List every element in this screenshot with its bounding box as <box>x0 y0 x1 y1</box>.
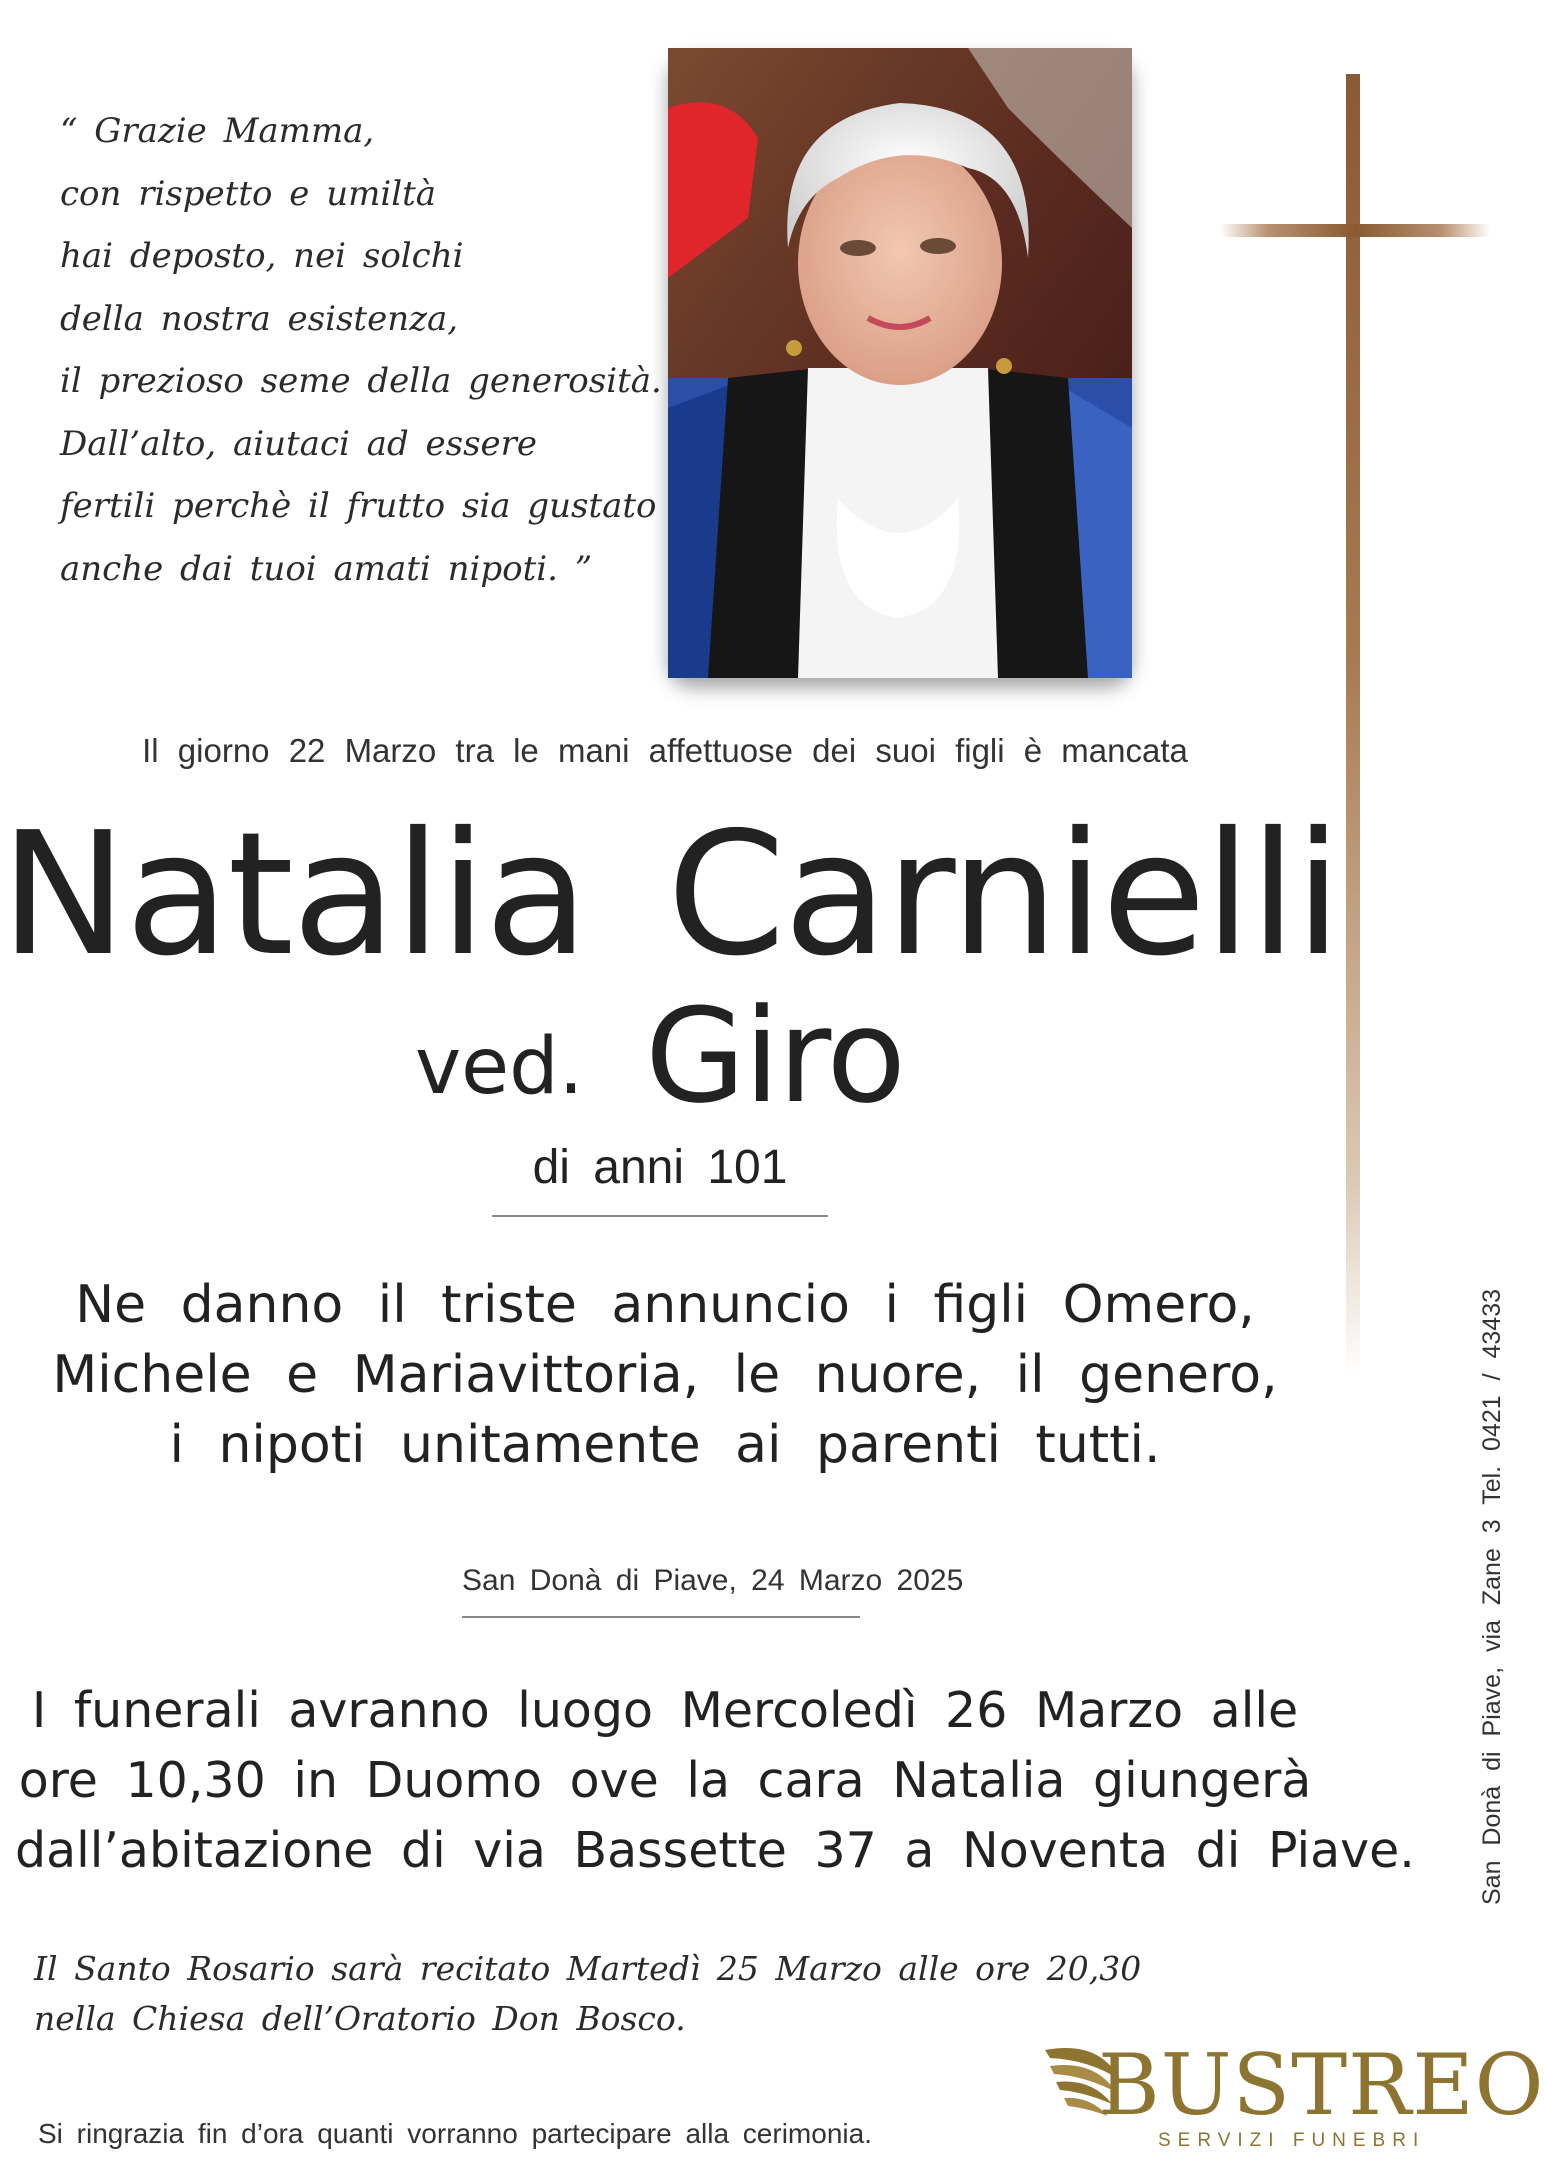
agency-logo-subtitle: SERVIZI FUNEBRI <box>1158 2130 1426 2151</box>
funeral-line: dall’abitazione di via Bassette 37 a Noventa di Piave. <box>15 1822 1415 1879</box>
deceased-name <box>0 796 1340 994</box>
cross-icon <box>1346 74 1360 1374</box>
quote-line: con rispetto e umiltà <box>60 173 437 214</box>
quote-line: il prezioso seme della generosità. <box>60 361 662 401</box>
memorial-quote <box>60 100 662 600</box>
married-name: Giro <box>645 980 904 1132</box>
family-announcement <box>30 1270 1300 1480</box>
rosary-line: nella Chiesa dell’Oratorio Don Bosco. <box>34 1999 686 2038</box>
announcement-line: Michele e Mariavittoria, le nuore, il genero, <box>52 1345 1278 1405</box>
quote-line: della nostra esistenza, <box>60 298 459 339</box>
quote-line: fertili perchè il frutto sia gustato <box>60 486 657 526</box>
funeral-line: I funerali avranno luogo Mercoledì 26 Marzo alle <box>31 1682 1299 1739</box>
death-intro: Il giorno 22 Marzo tra le mani affettuose dei suoi figli è mancata <box>142 732 1188 769</box>
quote-line: “ Grazie Mamma, <box>60 111 375 151</box>
last-name: Carnielli <box>666 796 1340 994</box>
agency-logo-name: BUSTREO <box>1098 2036 1545 2134</box>
rosary-details <box>34 1944 1141 2044</box>
deceased-portrait <box>668 48 1132 678</box>
age: di anni 101 <box>492 1140 828 1217</box>
quote-line: anche dai tuoi amati nipoti. ” <box>60 548 593 589</box>
announcement-line: i nipoti unitamente ai parenti tutti. <box>169 1415 1161 1475</box>
widow-prefix: ved. <box>415 1022 584 1112</box>
announcement-line: Ne danno il triste annuncio i figli Omero, <box>75 1275 1255 1335</box>
first-name: Natalia <box>0 796 587 994</box>
thanks-note: Si ringrazia fin d’ora quanti vorranno partecipare alla cerimonia. <box>38 2118 872 2149</box>
portrait-image <box>668 48 1132 678</box>
quote-line: hai deposto, nei solchi <box>60 236 464 276</box>
agency-contact: San Donà di Piave, via Zane 3 Tel. 0421 / 43433 <box>1478 1288 1506 1905</box>
funeral-details <box>15 1676 1415 1886</box>
quote-line: Dall’alto, aiutaci ad essere <box>60 423 538 464</box>
dateline: San Donà di Piave, 24 Marzo 2025 <box>462 1564 860 1618</box>
cross-bar <box>1220 224 1490 237</box>
funeral-line: ore 10,30 in Duomo ove la cara Natalia giungerà <box>18 1752 1312 1809</box>
rosary-line: Il Santo Rosario sarà recitato Martedì 25 Marzo alle ore 20,30 <box>34 1949 1142 1988</box>
